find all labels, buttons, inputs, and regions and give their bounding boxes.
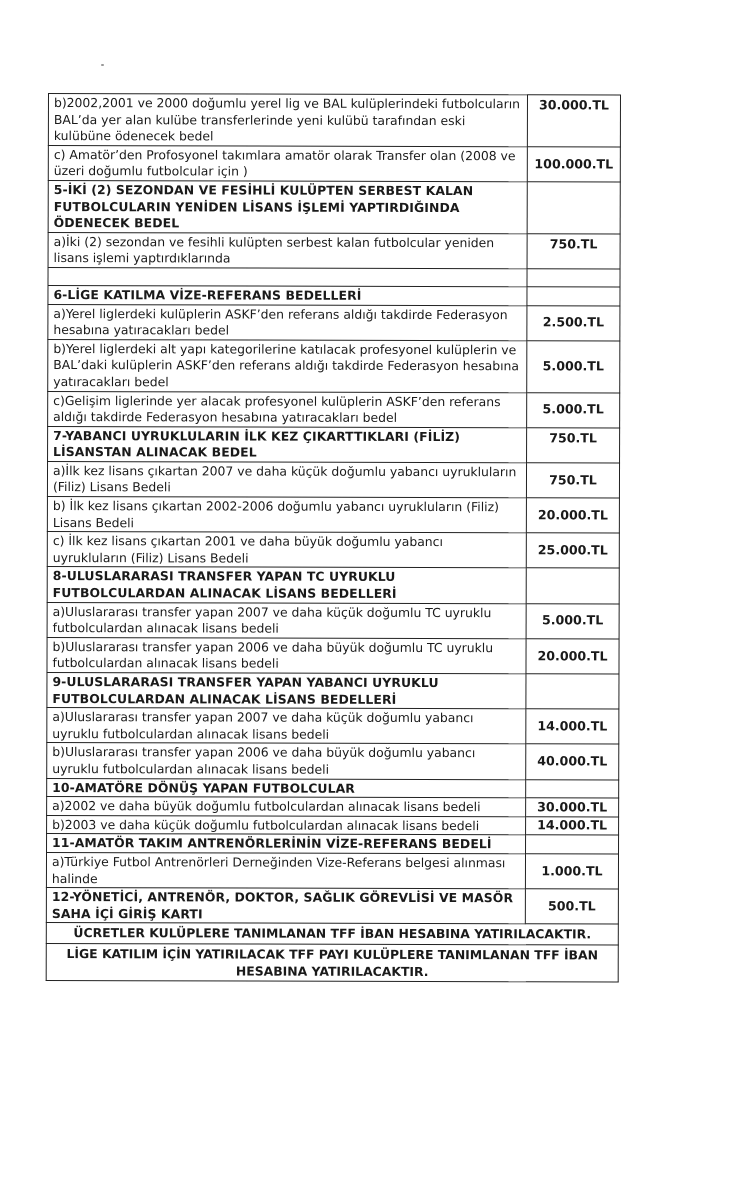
table-row [48, 285, 620, 305]
row-price: 750.TL [527, 427, 620, 462]
row-price: 14.000.TL [526, 709, 619, 744]
row-description: a)Türkiye Futbol Antrenörleri Derneğinden Vize-Referans belgesi alınması halinde [46, 852, 525, 888]
table-row [47, 672, 619, 709]
row-price: 20.000.TL [526, 498, 619, 533]
table-row [47, 743, 619, 780]
scan-speck [101, 64, 104, 66]
table-row [48, 180, 620, 233]
table-row [47, 637, 619, 674]
row-description: c) Amatör’den Profosyonel takımlara amatör olarak Transfer olan (2008 ve üzeri doğumlu futbolcular için ) [48, 145, 527, 181]
row-price: 20.000.TL [526, 639, 619, 674]
row-description: a)2002 ve daha büyük doğumlu futbolculardan alınacak lisans bedeli [47, 797, 526, 817]
table-row [47, 778, 619, 798]
section-heading: 9-ULUSLARARASI TRANSFER YAPAN YABANCI UYRUKLU FUTBOLCULARDAN ALINACAK LİSANS BEDELLERİ [47, 672, 526, 708]
table-row [47, 497, 619, 534]
empty-price-cell [527, 287, 620, 306]
table-row [47, 797, 619, 817]
footer-row [46, 923, 618, 945]
table-row [48, 232, 620, 269]
section-heading: 6-LİGE KATILMA VİZE-REFERANS BEDELLERİ [48, 285, 527, 305]
row-description: a)İlk kez lisans çıkartan 2007 ve daha küçük doğumlu yabancı uyrukluların (Filiz) Lisans Bedeli [47, 461, 526, 497]
table-row [48, 304, 620, 341]
table-row [47, 834, 619, 854]
row-price: 1.000.TL [525, 854, 618, 889]
fee-table [46, 93, 621, 983]
table-row [47, 708, 619, 745]
row-price: 14.000.TL [526, 817, 619, 836]
table-row [48, 94, 620, 147]
row-description: b)Yerel liglerdeki alt yapı kategorilerine katılacak profesyonel kulüplerin ve BAL’daki kulüplerin ASKF’den referans aldığı takdirde Federasyon hesabına yatıracakları bedel [48, 339, 527, 392]
spacer-row [48, 267, 620, 286]
empty-price-cell [526, 779, 619, 798]
row-description: a)Uluslararası transfer yapan 2007 ve daha küçük doğumlu yabancı uyruklu futbolculardan alınacak lisans bedeli [47, 708, 526, 744]
empty-cell [48, 267, 527, 286]
table-row [48, 426, 620, 463]
empty-price-cell [527, 182, 620, 234]
section-heading: 5-İKİ (2) SEZONDAN VE FESİHLİ KULÜPTEN SERBEST KALAN FUTBOLCULARIN YENİDEN LİSANS İŞLEMİ YAPTIRDIĞINDA ÖDENECEK BEDEL [48, 180, 527, 233]
row-price: 5.000.TL [527, 340, 620, 392]
row-description: c) İlk kez lisans çıkartan 2001 ve daha büyük doğumlu yabancı uyrukluların (Filiz) Lisans Bedeli [47, 532, 526, 568]
row-price: 25.000.TL [526, 533, 619, 568]
row-description: b)Uluslararası transfer yapan 2006 ve daha büyük doğumlu TC uyruklu futbolculardan alınacak lisans bedeli [47, 637, 526, 673]
section-heading: 10-AMATÖRE DÖNÜŞ YAPAN FUTBOLCULAR [47, 778, 526, 798]
row-price: 40.000.TL [526, 744, 619, 779]
row-description: b)2002,2001 ve 2000 doğumlu yerel lig ve BAL kulüplerindeki futbolcuların BAL’da yer alan kulübe transferlerinde yeni kulübü tarafından eski kulübüne ödenecek bedel [48, 94, 527, 147]
table-row [47, 567, 619, 604]
row-description: b)2003 ve daha küçük doğumlu futbolculardan alınacak lisans bedeli [47, 815, 526, 835]
table-row [47, 461, 619, 498]
row-description: a)Uluslararası transfer yapan 2007 ve daha küçük doğumlu TC uyruklu futbolculardan alınacak lisans bedeli [47, 602, 526, 638]
row-price: 100.000.TL [527, 147, 620, 182]
table-row [48, 339, 620, 392]
section-heading: 8-ULUSLARARASI TRANSFER YAPAN TC UYRUKLU FUTBOLCULARDAN ALINACAK LİSANS BEDELLERİ [47, 567, 526, 603]
table-row [47, 602, 619, 639]
row-description: b)Uluslararası transfer yapan 2006 ve daha büyük doğumlu yabancı uyruklu futbolculardan alınacak lisans bedeli [47, 743, 526, 779]
table-row [46, 888, 618, 925]
section-heading: 7-YABANCI UYRUKLULARIN İLK KEZ ÇIKARTTIKLARI (FİLİZ) LİSANSTAN ALINACAK BEDEL [48, 426, 527, 462]
footer-row [46, 943, 618, 982]
row-price: 500.TL [525, 889, 618, 924]
footer-note-iban: ÜCRETLER KULÜPLERE TANIMLANAN TFF İBAN HESABINA YATIRILACAKTIR. [46, 923, 618, 945]
row-price: 5.000.TL [527, 392, 620, 427]
footer-note-league: LİGE KATILIM İÇİN YATIRILACAK TFF PAYI KULÜPLERE TANIMLANAN TFF İBAN HESABINA YATIRILACAKTIR. [46, 943, 618, 982]
row-description: c)Gelişim liglerinde yer alacak profesyonel kulüplerin ASKF’den referans aldığı takdirde Federasyon hesabına yatıracakları bedel [48, 391, 527, 427]
empty-price-cell [526, 674, 619, 709]
row-price: 5.000.TL [526, 603, 619, 638]
row-price: 30.000.TL [527, 95, 620, 147]
section-heading: 12-YÖNETİCİ, ANTRENÖR, DOKTOR, SAĞLIK GÖREVLİSİ VE MASÖR SAHA İÇİ GİRİŞ KARTI [46, 888, 525, 924]
table-row [46, 852, 618, 889]
row-description: a)Yerel liglerdeki kulüplerin ASKF’den referans aldığı takdirde Federasyon hesabına yatıracakları bedel [48, 304, 527, 340]
empty-price-cell [526, 835, 619, 854]
row-price: 30.000.TL [526, 798, 619, 817]
row-description: b) İlk kez lisans çıkartan 2002-2006 doğumlu yabancı uyrukluların (Filiz) Lisans Bedeli [47, 497, 526, 533]
section-heading: 11-AMATÖR TAKIM ANTRENÖRLERİNİN VİZE-REFERANS BEDELİ [47, 834, 526, 854]
row-price: 750.TL [527, 234, 620, 269]
empty-price-cell [527, 269, 620, 287]
table-row [47, 532, 619, 569]
table-row [47, 815, 619, 835]
row-price: 2.500.TL [527, 305, 620, 340]
empty-price-cell [526, 568, 619, 603]
row-price: 750.TL [526, 463, 619, 498]
row-description: a)İki (2) sezondan ve fesihli kulüpten serbest kalan futbolcular yeniden lisans işlemi yaptırdıklarında [48, 232, 527, 268]
table-row [48, 145, 620, 182]
table-row [48, 391, 620, 428]
